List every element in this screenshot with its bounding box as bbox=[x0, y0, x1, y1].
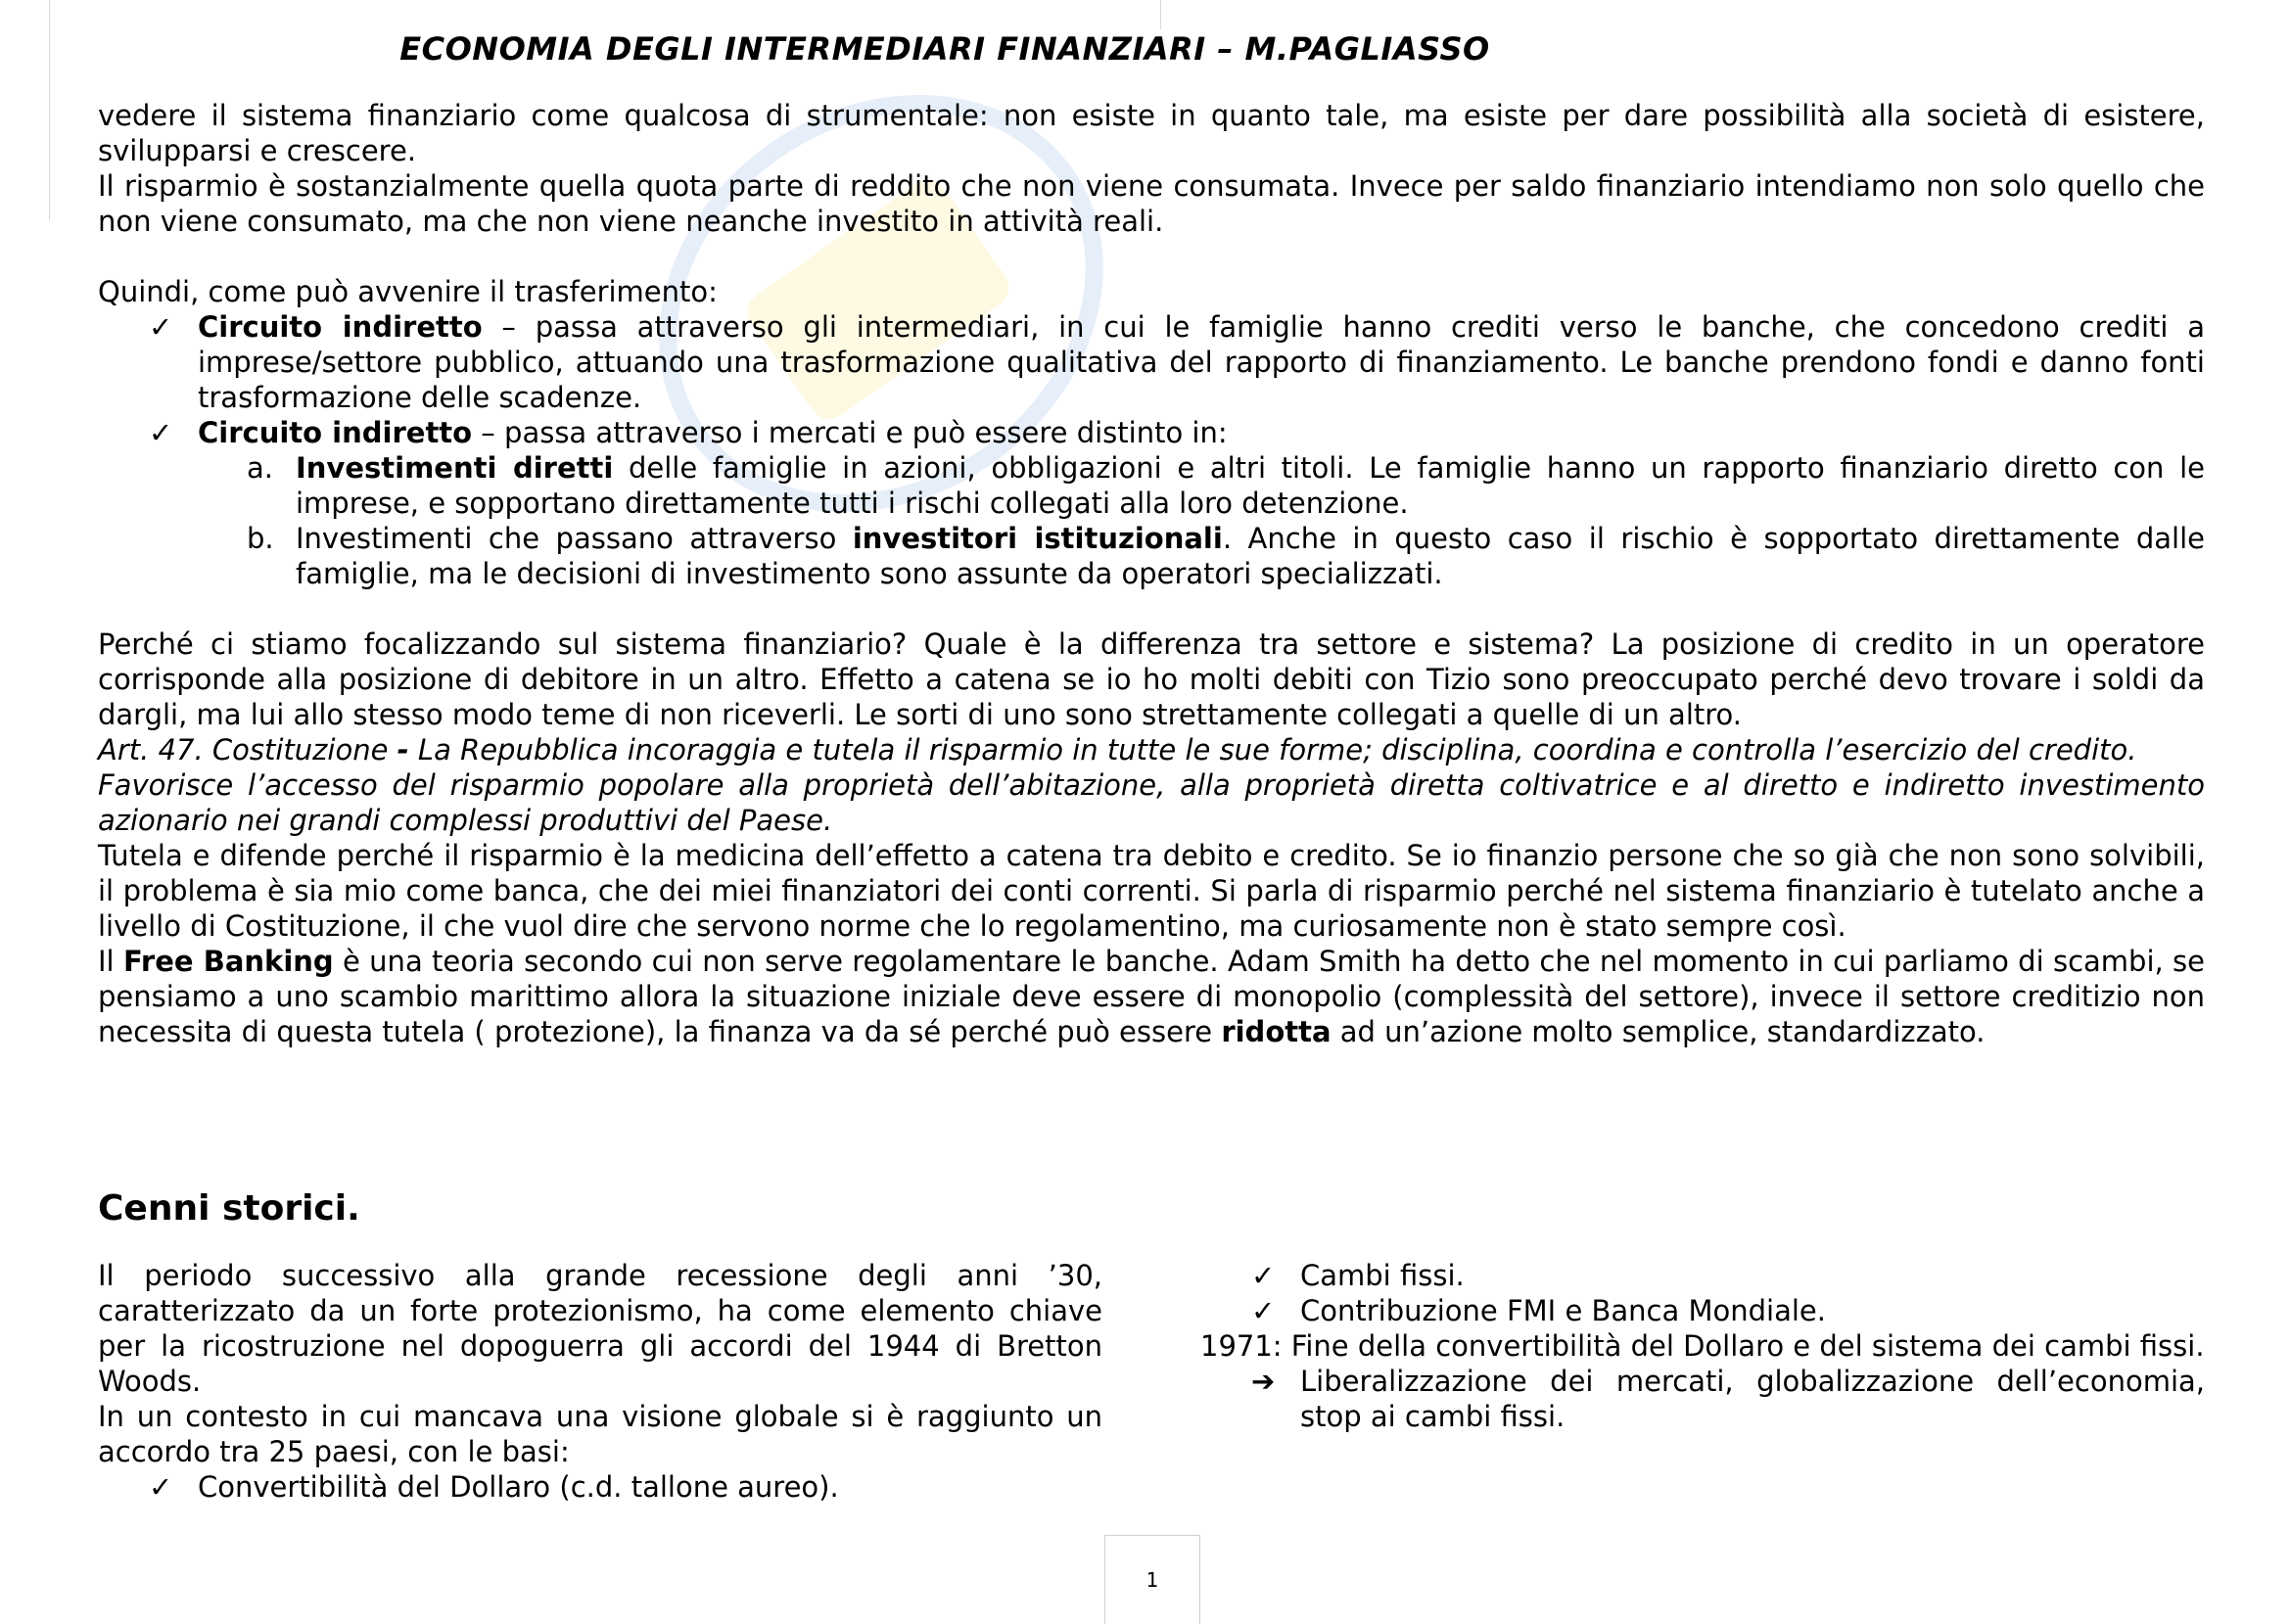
sub-item-text: Investimenti che passano attraverso bbox=[296, 522, 853, 555]
main-content bbox=[98, 98, 2205, 1049]
bold-term: Free Banking bbox=[122, 945, 334, 978]
list-item bbox=[98, 309, 2205, 415]
sub-item-text: delle famiglie in azioni, obbligazioni e altri titoli. Le famiglie hanno un rapporto finanziario diretto con le imprese, e sopportano direttamente tutti i rischi collegati alla loro detenzione. bbox=[296, 451, 2205, 520]
paragraph: Il risparmio è sostanzialmente quella quota parte di reddito che non viene consumata. Invece per saldo finanziario intendiamo non solo quello che non viene consumato, ma che non viene neanche investito in attività reali. bbox=[98, 169, 2205, 238]
paragraph-text: ad un’azione molto semplice, standardizzato. bbox=[1331, 1015, 1986, 1048]
list-marker: b. bbox=[247, 522, 274, 555]
list-item-text: Liberalizzazione dei mercati, globalizzazione dell’economia, stop ai cambi fissi. bbox=[1300, 1365, 2205, 1433]
paragraph-text: Fine della convertibilità del Dollaro e del sistema dei cambi fissi. bbox=[1290, 1329, 2205, 1363]
bold-term: Circuito indiretto bbox=[198, 310, 483, 344]
list-item-text: Cambi fissi. bbox=[1300, 1259, 1465, 1292]
section-heading-wrap bbox=[98, 1187, 360, 1230]
bold-term: ridotta bbox=[1221, 1015, 1332, 1048]
page-number: 1 bbox=[1104, 1535, 1200, 1624]
paragraph: Il periodo successivo alla grande recessione degli anni ’30, caratterizzato da un forte protezionismo, ha come elemento chiave per la ricostruzione nel dopoguerra gli accordi del 1944 di Bretton Woods. bbox=[98, 1259, 1102, 1398]
corner-mark-right bbox=[1160, 0, 1161, 29]
paragraph: Perché ci stiamo focalizzando sul sistema finanziario? Quale è la differenza tra settore e sistema? La posizione di credito in un operatore corrisponde alla posizione di debitore in un altro. Effetto a catena se io ho molti debiti con Tizio sono preoccupato perché devo trovare i soldi da dargli, ma lui allo stesso modo teme di non riceverli. Le sorti di uno sono strettamente collegati a quelle di un altro. bbox=[98, 627, 2205, 731]
check-icon: ✓ bbox=[149, 1470, 173, 1504]
quote-dash: - bbox=[397, 733, 409, 766]
document-title: ECONOMIA DEGLI INTERMEDIARI FINANZIARI – M.PAGLIASSO bbox=[399, 30, 1490, 68]
paragraph: vedere il sistema finanziario come qualcosa di strumentale: non esiste in quanto tale, ma esiste per dare possibilità alla società di esistere, svilupparsi e crescere. bbox=[98, 99, 2205, 167]
list-marker: a. bbox=[247, 451, 273, 485]
paragraph: In un contesto in cui mancava una visione globale si è raggiunto un accordo tra 25 paesi, con le basi: bbox=[98, 1400, 1102, 1468]
list-item-text: – passa attraverso gli intermediari, in cui le famiglie hanno crediti verso le banche, che concedono crediti a imprese/settore pubblico, attuando una trasformazione qualitativa del rapporto di finanziamento. Le banche prendono fondi e danno fonti trasformazione delle scadenze. bbox=[198, 310, 2206, 414]
check-icon: ✓ bbox=[149, 310, 173, 344]
constitution-quote bbox=[98, 732, 2205, 767]
sub-item-text: . Anche in questo caso il rischio è sopportato direttamente dalle famiglie, ma le decisioni di investimento sono assunte da operatori specializzati. bbox=[296, 522, 2205, 590]
list-item-text: Convertibilità del Dollaro (c.d. tallone aureo). bbox=[198, 1470, 839, 1504]
check-icon: ✓ bbox=[149, 416, 173, 449]
left-column bbox=[98, 1258, 1102, 1505]
list-item bbox=[1200, 1364, 2205, 1434]
check-icon: ✓ bbox=[1251, 1259, 1276, 1292]
list-item bbox=[1200, 1258, 2205, 1293]
paragraph-text: Il bbox=[98, 945, 123, 978]
list-item-text: – passa attraverso i mercati e può essere distinto in: bbox=[472, 416, 1228, 449]
bold-term: investitori istituzionali bbox=[852, 522, 1223, 555]
quote-text: Art. 47. Costituzione bbox=[98, 733, 397, 766]
sub-list-item bbox=[98, 521, 2205, 591]
list-item bbox=[98, 415, 2205, 450]
paragraph: Tutela e difende perché il risparmio è la medicina dell’effetto a catena tra debito e credito. Se io finanzio persone che so già che non sono solvibili, il problema è sia mio come banca, che dei miei finanziatori dei conti correnti. Si parla di risparmio perché nel sistema finanziario è tutelato anche a livello di Costituzione, il che vuol dire che servono norme che lo regolamentino, ma curiosamente non è stato sempre così. bbox=[98, 839, 2205, 943]
bold-term: Circuito indiretto bbox=[198, 416, 473, 449]
bold-term: Investimenti diretti bbox=[296, 451, 614, 485]
section-heading: Cenni storici. bbox=[98, 1188, 360, 1229]
paragraph: Quindi, come può avvenire il trasferimento: bbox=[98, 275, 718, 308]
paragraph bbox=[1200, 1328, 2205, 1364]
year-label: 1971: bbox=[1200, 1329, 1283, 1363]
arrow-right-icon: ➔ bbox=[1251, 1365, 1276, 1398]
list-item bbox=[1200, 1293, 2205, 1328]
list-item-text: Contribuzione FMI e Banca Mondiale. bbox=[1300, 1294, 1826, 1327]
check-icon: ✓ bbox=[1251, 1294, 1276, 1327]
list-item bbox=[98, 1469, 1102, 1505]
constitution-quote: Favorisce l’accesso del risparmio popolare alla proprietà dell’abitazione, alla proprietà diretta coltivatrice e al diretto e indiretto investimento azionario nei grandi complessi produttivi del Paese. bbox=[98, 768, 2205, 837]
paragraph bbox=[98, 944, 2205, 1049]
paragraph-text: è una teoria secondo cui non serve regolamentare le banche. Adam Smith ha detto che nel momento in cui parliamo di scambi, se pensiamo a uno scambio marittimo allora la situazione iniziale deve essere di monopolio (complessità del settore), invece il settore creditizio non necessita di questa tutela ( protezione), la finanza va da sé perché può essere bbox=[98, 945, 2205, 1048]
sub-list-item bbox=[98, 450, 2205, 521]
quote-text: La Repubblica incoraggia e tutela il risparmio in tutte le sue forme; disciplina, coordina e controlla l’esercizio del credito. bbox=[408, 733, 2137, 766]
right-column bbox=[1200, 1258, 2205, 1434]
